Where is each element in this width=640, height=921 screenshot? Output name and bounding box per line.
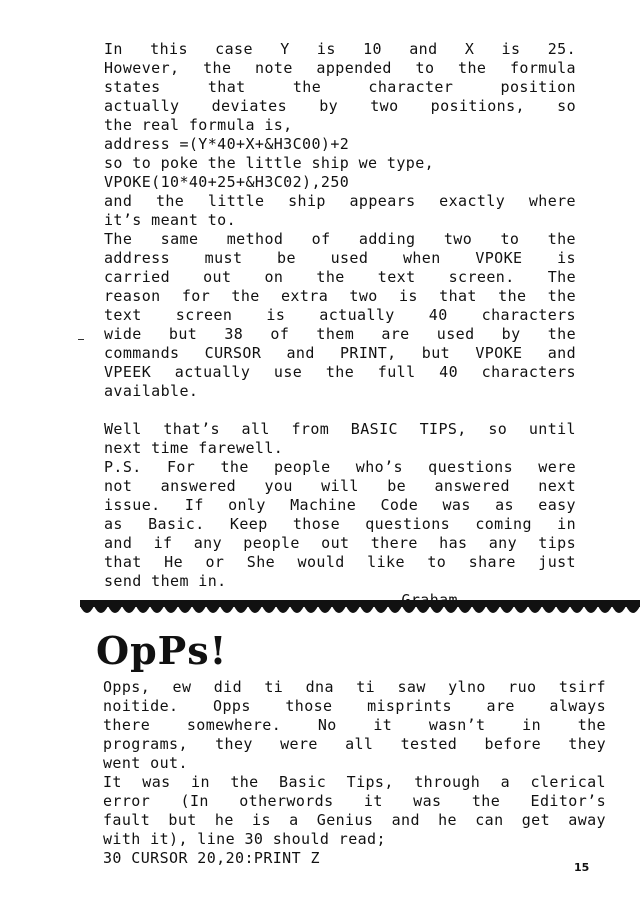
text-line: fault but he is a Genius and he can get away xyxy=(103,811,606,829)
text-line: send them in. xyxy=(104,572,227,590)
text-line: carried out on the text screen. The xyxy=(104,268,576,286)
text-line: error (In otherwords it was the Editor’s xyxy=(103,792,606,810)
text-line: went out. xyxy=(103,754,188,772)
text-line: there somewhere. No it wasn’t in the xyxy=(103,716,606,734)
page-number: 15 xyxy=(574,861,590,874)
text-line: and the little ship appears exactly where xyxy=(104,192,576,210)
text-line: that He or She would like to share just xyxy=(104,553,576,571)
margin-mark xyxy=(78,339,84,340)
text-line: with it), line 30 should read; xyxy=(103,830,386,848)
text-line: programs, they were all tested before they xyxy=(103,735,606,753)
text-line: issue. If only Machine Code was as easy xyxy=(104,496,576,514)
formula-line: address =(Y*40+X+&H3C00)+2 xyxy=(104,135,350,153)
text-line: not answered you will be answered next xyxy=(104,477,576,495)
text-line: In this case Y is 10 and X is 25. xyxy=(104,40,576,58)
text-line: text screen is actually 40 characters xyxy=(104,306,576,324)
basic-tips-section xyxy=(104,40,576,610)
text-line: However, the note appended to the formula xyxy=(104,59,576,77)
text-line: so to poke the little ship we type, xyxy=(104,154,435,172)
text-line: states that the character position xyxy=(104,78,576,96)
code-line: VPOKE(10*40+25+&H3C02),250 xyxy=(104,173,350,191)
text-line: Opps, ew did ti dna ti saw ylno ruo tsirf xyxy=(103,678,606,696)
text-line: VPEEK actually use the full 40 characters xyxy=(104,363,576,381)
code-line: 30 CURSOR 20,20:PRINT Z xyxy=(103,849,320,867)
text-line: actually deviates by two positions, so xyxy=(104,97,576,115)
text-line: available. xyxy=(104,382,199,400)
text-line: and if any people out there has any tips xyxy=(104,534,576,552)
text-line: noitide. Opps those misprints are always xyxy=(103,697,606,715)
text-line: Well that’s all from BASIC TIPS, so until xyxy=(104,420,576,438)
text-line: P.S. For the people who’s questions were xyxy=(104,458,576,476)
text-line: reason for the extra two is that the the xyxy=(104,287,576,305)
section-heading: OpPs! xyxy=(96,628,228,673)
text-line: as Basic. Keep those questions coming in xyxy=(104,515,576,533)
text-line: it’s meant to. xyxy=(104,211,237,229)
text-line: the real formula is, xyxy=(104,116,293,134)
text-line: commands CURSOR and PRINT, but VPOKE and xyxy=(104,344,576,362)
text-line: next time farewell. xyxy=(104,439,284,457)
text-line: wide but 38 of them are used by the xyxy=(104,325,576,343)
text-line: It was in the Basic Tips, through a clerical xyxy=(103,773,606,791)
opps-section xyxy=(103,678,606,868)
text-line: The same method of adding two to the xyxy=(104,230,576,248)
scalloped-divider xyxy=(80,600,640,622)
text-line: address must be used when VPOKE is xyxy=(104,249,576,267)
